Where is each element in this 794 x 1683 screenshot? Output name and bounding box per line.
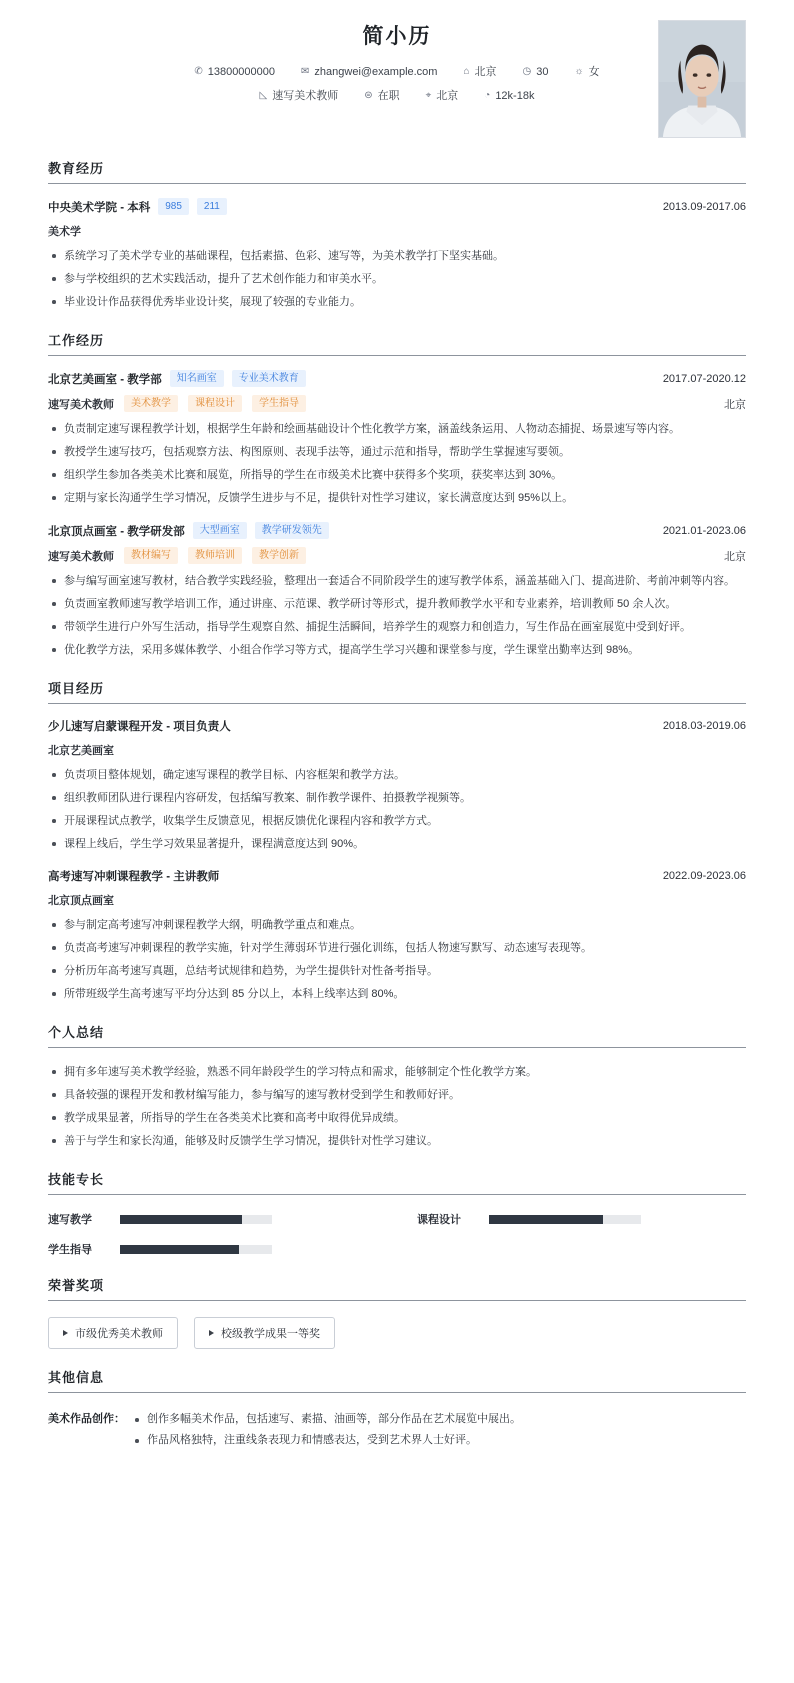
job-status-value: 在职 — [377, 90, 400, 102]
home-icon: ⌂ — [463, 66, 470, 77]
work-location: 北京 — [724, 550, 746, 563]
education-entry-left — [48, 198, 227, 215]
other-info-key: 美术作品创作： — [48, 1413, 125, 1425]
list-item: 创作多幅美术作品，包括速写、素描、油画等，部分作品在艺术展览中展出。 — [131, 1409, 521, 1430]
education-major: 美术学 — [48, 226, 81, 238]
contact-hometown — [450, 64, 509, 80]
work-date: 2017.07-2020.12 — [662, 372, 746, 385]
honor-label: 市级优秀美术教师 — [75, 1328, 163, 1340]
skill-bar-fill — [120, 1245, 239, 1254]
skill-item — [48, 1241, 377, 1257]
work-tag: 知名画室 — [170, 370, 224, 387]
work-entry — [48, 370, 746, 508]
contact-age-value: 30 — [536, 66, 549, 78]
section-honors — [48, 1275, 746, 1349]
honor-label: 校级教学成果一等奖 — [221, 1328, 320, 1340]
project-date: 2022.09-2023.06 — [662, 870, 746, 882]
list-item: 作品风格独特，注重线条表现力和情感表达，受到艺术界人士好评。 — [131, 1430, 521, 1451]
work-role-row — [48, 395, 746, 412]
work-entry — [48, 522, 746, 660]
project-entry-head — [48, 868, 746, 884]
contact-email — [288, 64, 450, 80]
work-skill-tag: 教材编写 — [124, 547, 178, 564]
work-company: 北京顶点画室 - 教学研发部 — [48, 525, 185, 538]
contact-row-primary — [48, 64, 746, 80]
list-item: 带领学生进行户外写生活动，指导学生观察自然、捕捉生活瞬间，培养学生的观察力和创造力，写生作品在画室展览中受到好评。 — [48, 617, 746, 637]
education-entry-head — [48, 198, 746, 215]
education-school: 中央美术学院 - 本科 — [48, 201, 151, 214]
skill-label: 速写教学 — [48, 1214, 92, 1226]
skill-bar — [120, 1245, 272, 1254]
education-date: 2013.09-2017.06 — [662, 200, 746, 213]
gender-icon: ☼ — [574, 66, 584, 77]
list-item: 参与学校组织的艺术实践活动，提升了艺术创作能力和审美水平。 — [48, 269, 746, 289]
project-entry-left — [48, 868, 219, 884]
section-title-projects: 项目经历 — [48, 678, 746, 704]
work-tag: 教学研发领先 — [255, 522, 329, 539]
skill-bar-fill — [120, 1215, 242, 1224]
contact-phone — [181, 64, 288, 80]
project-title: 高考速写冲刺课程教学 - 主讲教师 — [48, 871, 220, 883]
list-item: 系统学习了美术学专业的基础课程，包括素描、色彩、速写等，为美术教学打下坚实基础。 — [48, 246, 746, 266]
list-item: 毕业设计作品获得优秀毕业设计奖，展现了较强的专业能力。 — [48, 292, 746, 312]
list-item: 教授学生速写技巧，包括观察方法、构图原则、表现手法等，通过示范和指导，帮助学生掌握速写要领。 — [48, 442, 746, 462]
project-bullets — [48, 765, 746, 854]
honor-badge — [194, 1317, 335, 1349]
work-entry-left — [48, 522, 329, 539]
section-title-skills: 技能专长 — [48, 1169, 746, 1195]
resume-header — [48, 20, 746, 140]
project-entry — [48, 868, 746, 1004]
skill-bar — [489, 1215, 641, 1224]
status-icon: ⊜ — [364, 90, 373, 101]
work-bullets — [48, 419, 746, 508]
work-skill-tag: 美术教学 — [124, 395, 178, 412]
education-tag: 985 — [158, 198, 189, 215]
work-company: 北京艺美画室 - 教学部 — [48, 373, 162, 386]
section-title-summary: 个人总结 — [48, 1022, 746, 1048]
project-org: 北京艺美画室 — [48, 745, 114, 757]
job-target-value: 速写美术教师 — [272, 90, 339, 102]
work-role-left — [48, 547, 306, 564]
section-title-other-info: 其他信息 — [48, 1367, 746, 1393]
list-item: 组织教师团队进行课程内容研发，包括编写教案、制作教学课件、拍摄教学视频等。 — [48, 788, 746, 808]
list-item: 教学成果显著，所指导的学生在各类美术比赛和高考中取得优异成绩。 — [48, 1108, 746, 1128]
other-info-row — [48, 1409, 746, 1451]
contact-gender — [562, 64, 613, 80]
target-icon: ◺ — [259, 90, 268, 101]
play-triangle-icon — [209, 1330, 214, 1336]
contact-gender-value: 女 — [588, 66, 600, 78]
section-skills — [48, 1169, 746, 1257]
list-item: 课程上线后，学生学习效果显著提升，课程满意度达到 90%。 — [48, 834, 746, 854]
project-entry-left — [48, 718, 231, 734]
list-item: 参与制定高考速写冲刺课程教学大纲，明确教学重点和难点。 — [48, 915, 746, 935]
other-info-list — [131, 1409, 521, 1451]
salary-expectation-value: 12k-18k — [495, 90, 535, 102]
work-skill-tag: 教学创新 — [252, 547, 306, 564]
section-education — [48, 158, 746, 312]
work-date: 2021.01-2023.06 — [662, 524, 746, 537]
contact-email-value: zhangwei@example.com — [314, 66, 438, 78]
work-role: 速写美术教师 — [48, 398, 114, 411]
work-skill-tag: 课程设计 — [188, 395, 242, 412]
project-bullets — [48, 915, 746, 1004]
section-projects — [48, 678, 746, 1004]
project-entry — [48, 718, 746, 854]
section-title-work: 工作经历 — [48, 330, 746, 356]
list-item: 所带班级学生高考速写平均分达到 85 分以上，本科上线率达到 80%。 — [48, 984, 746, 1004]
section-title-honors: 荣誉奖项 — [48, 1275, 746, 1301]
avatar-portrait-icon — [659, 21, 745, 137]
education-tag: 211 — [197, 198, 227, 215]
project-entry-head — [48, 718, 746, 734]
work-entry-head — [48, 522, 746, 539]
contact-phone-value: 13800000000 — [207, 66, 276, 78]
phone-icon: ✆ — [194, 66, 203, 77]
summary-bullets — [48, 1062, 746, 1151]
work-role-row — [48, 547, 746, 564]
skills-grid — [48, 1211, 746, 1257]
location-icon: ⌖ — [425, 90, 432, 101]
salary-icon: ◔ — [484, 90, 491, 101]
list-item: 负责制定速写课程教学计划，根据学生年龄和绘画基础设计个性化教学方案，涵盖线条运用、人物动态捕捉、场景速写等内容。 — [48, 419, 746, 439]
list-item: 负责高考速写冲刺课程的教学实施，针对学生薄弱环节进行强化训练，包括人物速写默写、动态速写表现等。 — [48, 938, 746, 958]
honor-badge — [48, 1317, 178, 1349]
section-work — [48, 330, 746, 660]
page-title: 简小历 — [362, 25, 432, 48]
skill-bar-fill — [489, 1215, 603, 1224]
list-item: 定期与家长沟通学生学习情况，反馈学生进步与不足，提供针对性学习建议，家长满意度达到 95%以上。 — [48, 488, 746, 508]
list-item: 具备较强的课程开发和教材编写能力，参与编写的速写教材受到学生和教师好评。 — [48, 1085, 746, 1105]
section-other-info — [48, 1367, 746, 1451]
education-bullets — [48, 246, 746, 312]
job-status — [351, 88, 412, 104]
project-date: 2018.03-2019.06 — [662, 720, 746, 732]
work-skill-tag: 学生指导 — [252, 395, 306, 412]
list-item: 优化教学方法，采用多媒体教学、小组合作学习等方式，提高学生学习兴趣和课堂参与度，学生课堂出勤率达到 98%。 — [48, 640, 746, 660]
work-bullets — [48, 571, 746, 660]
list-item: 开展课程试点教学，收集学生反馈意见，根据反馈优化课程内容和教学方式。 — [48, 811, 746, 831]
contact-hometown-value: 北京 — [474, 66, 497, 78]
salary-expectation — [471, 88, 547, 104]
work-location: 北京 — [724, 398, 746, 411]
list-item: 分析历年高考速写真题，总结考试规律和趋势，为学生提供针对性备考指导。 — [48, 961, 746, 981]
work-role-left — [48, 395, 306, 412]
list-item: 负责画室教师速写教学培训工作，通过讲座、示范课、教学研讨等形式，提升教师教学水平和专业素养，培训教师 50 余人次。 — [48, 594, 746, 614]
work-role: 速写美术教师 — [48, 550, 114, 563]
skill-item — [417, 1211, 746, 1227]
education-entry — [48, 198, 746, 312]
section-summary — [48, 1022, 746, 1151]
job-target — [247, 88, 352, 104]
play-triangle-icon — [63, 1330, 68, 1336]
work-entry-head — [48, 370, 746, 387]
clock-icon: ◷ — [522, 66, 532, 77]
list-item: 组织学生参加各类美术比赛和展览，所指导的学生在市级美术比赛中获得多个奖项，获奖率达到 30%。 — [48, 465, 746, 485]
mail-icon: ✉ — [301, 66, 310, 77]
contact-age — [510, 64, 562, 80]
list-item: 负责项目整体规划，确定速写课程的教学目标、内容框架和教学方法。 — [48, 765, 746, 785]
work-tag: 大型画室 — [193, 522, 247, 539]
skill-item — [48, 1211, 377, 1227]
project-org: 北京顶点画室 — [48, 895, 114, 907]
honors-list — [48, 1317, 746, 1349]
skill-bar — [120, 1215, 272, 1224]
contact-row-secondary — [48, 88, 746, 104]
other-info-body — [48, 1409, 746, 1451]
skill-label: 课程设计 — [417, 1214, 461, 1226]
avatar — [658, 20, 746, 138]
job-location — [413, 88, 472, 104]
job-location-value: 北京 — [436, 90, 459, 102]
list-item: 善于与学生和家长沟通，能够及时反馈学生学习情况，提供针对性学习建议。 — [48, 1131, 746, 1151]
work-tag: 专业美术教育 — [232, 370, 306, 387]
work-entry-left — [48, 370, 306, 387]
list-item: 参与编写画室速写教材，结合教学实践经验，整理出一套适合不同阶段学生的速写教学体系，涵盖基础入门、提高进阶、考前冲刺等内容。 — [48, 571, 746, 591]
skill-label: 学生指导 — [48, 1244, 92, 1256]
work-skill-tag: 教师培训 — [188, 547, 242, 564]
project-title: 少儿速写启蒙课程开发 - 项目负责人 — [48, 721, 231, 733]
list-item: 拥有多年速写美术教学经验，熟悉不同年龄段学生的学习特点和需求，能够制定个性化教学方案。 — [48, 1062, 746, 1082]
section-title-education: 教育经历 — [48, 158, 746, 184]
